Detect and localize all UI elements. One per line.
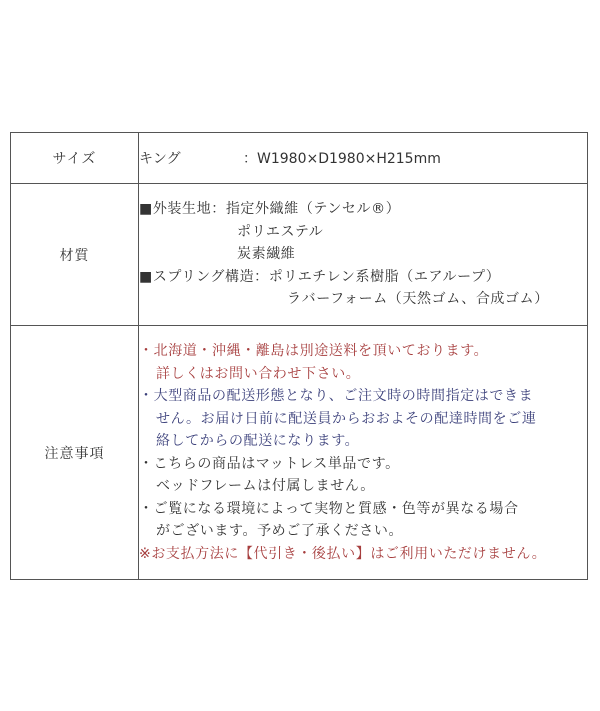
- note-line: せん。お届け日前に配送員からおおよその配達時間をご連: [156, 410, 537, 427]
- note-line: がございます。予めご了承ください。: [156, 523, 404, 539]
- material-line: ■スプリング構造：ポリエチレン系樹脂（エアループ）: [139, 268, 501, 285]
- note-line: ※お支払方法に【代引き・後払い】はご利用いただけません。: [139, 545, 547, 562]
- note-line: ベッドフレームは付属しません。: [156, 478, 375, 494]
- notes-row: [11, 326, 588, 580]
- size-value: [139, 133, 588, 184]
- product-spec-table: [10, 132, 588, 580]
- material-line: ラバーフォーム（天然ゴム、合成ゴム）: [287, 291, 549, 308]
- note-line: 詳しくはお問い合わせ下さい。: [156, 365, 361, 382]
- material-line: ■外装生地：指定外織維（テンセル®）: [139, 201, 401, 218]
- size-dimensions: ：W1980×D1980×H215mm: [243, 151, 441, 167]
- notes-label: 注意事項: [11, 326, 139, 580]
- note-line: ・ご覧になる環境によって実物と質感・色等が異なる場合: [139, 500, 519, 517]
- size-row: [11, 133, 588, 184]
- note-line: 絡してからの配送になります。: [156, 433, 360, 449]
- material-row: [11, 184, 588, 326]
- size-label: サイズ: [11, 133, 139, 184]
- note-line: ・こちらの商品はマットレス単品です。: [139, 455, 400, 472]
- material-line: ポリエステル: [237, 223, 324, 240]
- note-line: ・大型商品の配送形態となり、ご注文時の時間指定はできま: [139, 388, 534, 404]
- size-name: キング: [139, 151, 181, 167]
- notes-value: [139, 326, 588, 580]
- material-line: 炭素繊維: [237, 246, 296, 263]
- note-line: ・北海道・沖縄・離島は別途送料を頂いております。: [139, 343, 489, 359]
- material-value: [139, 184, 588, 326]
- material-label: 材質: [11, 184, 139, 326]
